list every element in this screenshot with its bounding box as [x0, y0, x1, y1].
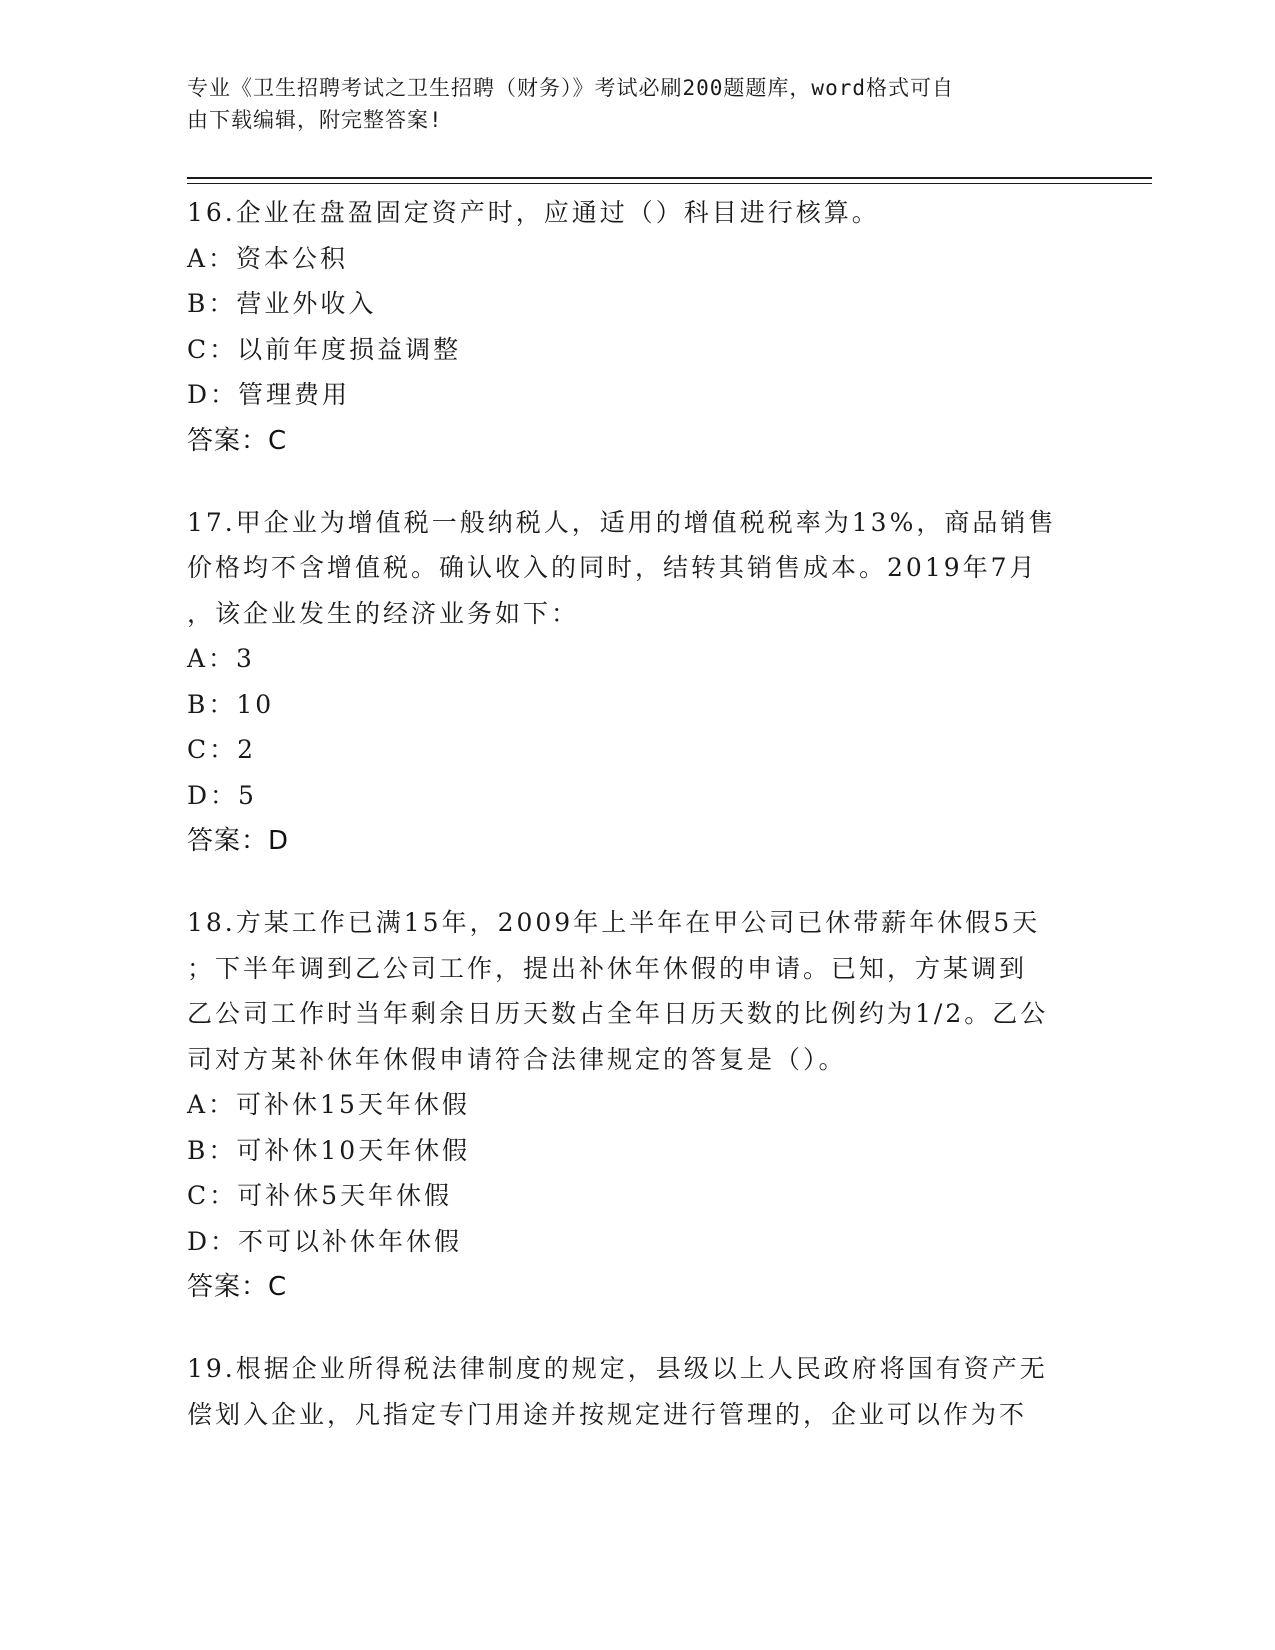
option-d: D：管理费用	[187, 380, 351, 409]
question-18	[187, 900, 1087, 1310]
question-stem-line: ；下半年调到乙公司工作，提出补休年休假的申请。已知，方某调到	[187, 953, 1028, 983]
question-stem-line: 偿划入企业，凡指定专门用途并按规定进行管理的，企业可以作为不	[187, 1399, 1028, 1429]
header-rule-thick	[187, 177, 1152, 179]
question-stem-line: 价格均不含增值税。确认收入的同时，结转其销售成本。2019年7月	[187, 553, 1038, 582]
option-b: B：10	[187, 689, 275, 719]
answer-line: 答案：C	[187, 425, 288, 456]
header-line-2: 由下载编辑，附完整答案!	[187, 108, 443, 132]
option-c: C：可补休5天年休假	[187, 1181, 453, 1210]
question-stem-line: 16.企业在盘盈固定资产时，应通过（）科目进行核算。	[187, 198, 880, 227]
question-stem-line: 17.甲企业为增值税一般纳税人，适用的增值税税率为13%，商品销售	[187, 507, 1057, 537]
question-stem-line: 乙公司工作时当年剩余日历天数占全年日历天数的比例约为1/2。乙公	[187, 999, 1049, 1028]
question-stem-line: 司对方某补休年休假申请符合法律规定的答复是（）。	[187, 1044, 847, 1074]
question-stem-line: 18.方某工作已满15年，2009年上半年在甲公司已休带薪年休假5天	[187, 908, 1041, 937]
header-rule-thin	[187, 183, 1152, 184]
option-c: C：2	[187, 735, 257, 764]
question-list	[187, 190, 1087, 1473]
option-d: D：5	[187, 780, 257, 810]
question-stem-line: 19.根据企业所得税法律制度的规定，县级以上人民政府将国有资产无	[187, 1354, 1048, 1383]
option-a: A：3	[187, 644, 255, 673]
question-16	[187, 190, 1087, 464]
question-19	[187, 1346, 1087, 1437]
option-b: B：营业外收入	[187, 289, 377, 318]
answer-line: 答案：C	[187, 1272, 288, 1302]
question-stem-line: ，该企业发生的经济业务如下：	[187, 598, 580, 628]
option-a: A：可补休15天年休假	[187, 1090, 470, 1119]
option-b: B：可补休10天年休假	[187, 1135, 471, 1165]
option-a: A：资本公积	[187, 243, 349, 273]
question-17	[187, 500, 1087, 865]
answer-line: 答案：D	[187, 826, 290, 856]
header-line-1: 专业《卫生招聘考试之卫生招聘（财务）》考试必刷200题题库，word格式可自	[187, 76, 954, 100]
option-d: D：不可以补休年休假	[187, 1226, 463, 1256]
page-header	[187, 72, 1067, 136]
option-c: C：以前年度损益调整	[187, 334, 462, 364]
